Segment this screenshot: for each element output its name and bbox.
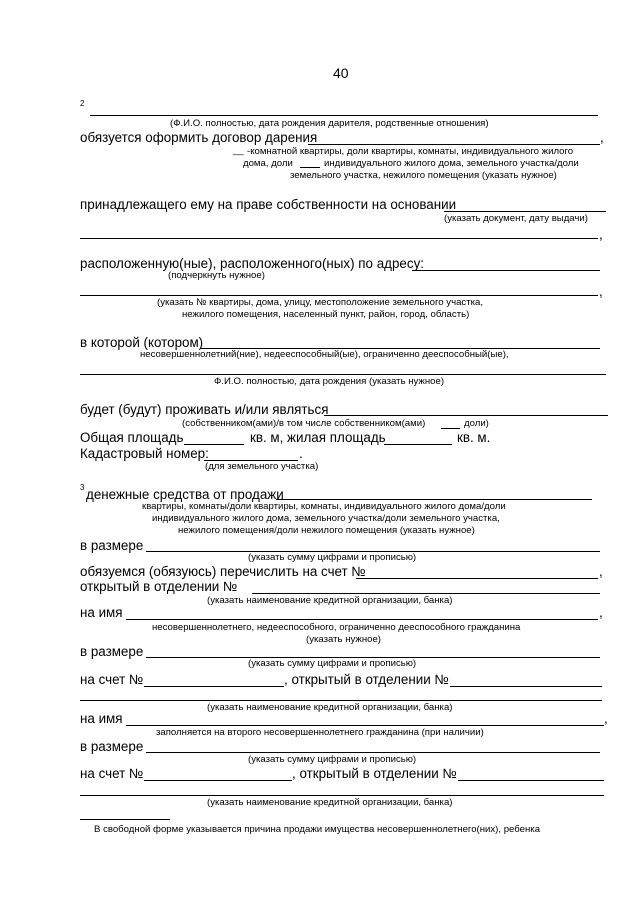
- amount-line-3[interactable]: [146, 752, 600, 753]
- comma-3: ,: [599, 564, 603, 579]
- will-live-text: будет (будут) проживать и/или являться: [80, 402, 329, 417]
- money-caption-1: квартиры, комнаты/доли квартиры, комнаты, индивидуального жилого дома/доли: [142, 501, 506, 512]
- owners-caption-a: (собственником(ами)/в том числе собственником(ами): [182, 418, 426, 429]
- footnote-mark-3: 3: [80, 483, 85, 492]
- amount-caption-1: (указать сумму цифрами и прописью): [248, 552, 417, 563]
- share-line[interactable]: [300, 167, 320, 168]
- cadastral-dot: .: [299, 446, 303, 461]
- footnote-text: В свободной форме указывается причина продажи имущества несовершеннолетнего(них), ребенка: [94, 824, 541, 835]
- bank-caption-1: (указать наименование кредитной организации, банка): [207, 595, 453, 606]
- obligation-text: обязуется оформить договор дарения: [80, 130, 318, 145]
- underline-caption: (подчеркнуть нужное): [168, 270, 265, 281]
- owners-caption-b: доли): [464, 418, 489, 429]
- bank-caption-3: (указать наименование кредитной организации, банка): [207, 797, 453, 808]
- obligation-line[interactable]: [308, 144, 600, 145]
- located-text: расположенную(ные), расположенного(ных) по адресу:: [80, 256, 424, 271]
- fio-caption: Ф.И.О. полностью, дата рождения (указать нужное): [214, 376, 445, 387]
- rooms-line-2a: дома, доли: [243, 158, 293, 169]
- name-line-1[interactable]: [126, 619, 598, 620]
- address-line[interactable]: [412, 270, 600, 271]
- will-live-line[interactable]: [324, 415, 608, 416]
- obligation-comma: ,: [600, 130, 604, 145]
- rooms-prefix: __: [233, 145, 244, 156]
- area-label: Общая площадь: [80, 430, 184, 445]
- name-label-1: на имя: [80, 605, 123, 620]
- minor-caption: несовершеннолетний(ние), недееспособный(ые), ограниченно дееспособный(ые),: [140, 349, 509, 360]
- ownership-text: принадлежащего ему на праве собственности на основании: [80, 197, 457, 212]
- footnote-separator: [80, 819, 170, 820]
- account-line-1[interactable]: [144, 686, 284, 687]
- amount-label-3: в размере: [80, 739, 144, 754]
- amount-caption-3: (указать сумму цифрами и прописью): [248, 754, 417, 765]
- comma-1: ,: [599, 227, 603, 242]
- amount-label-2: в размере: [80, 644, 144, 659]
- address-caption-1: (указать № квартиры, дома, улицу, местоположение земельного участка,: [157, 297, 484, 308]
- bank-line-1[interactable]: [80, 700, 602, 701]
- account-label-2: на счет №: [80, 766, 144, 781]
- transfer-account-line[interactable]: [356, 578, 598, 579]
- fio-line[interactable]: [80, 374, 606, 375]
- comma-4: ,: [599, 605, 603, 620]
- money-caption-2: индивидуального жилого дома, земельного участка/доли земельного участка,: [152, 513, 500, 524]
- rooms-line-1: -комнатной квартиры, доли квартиры, комнаты, индивидуального жилого: [247, 146, 574, 157]
- address-line-2[interactable]: [80, 295, 598, 296]
- owners-share-line[interactable]: [441, 428, 460, 429]
- citizen-caption-1: несовершеннолетнего, недееспособного, ограниченно дееспособного гражданина: [152, 622, 521, 633]
- transfer-text: обязуемся (обязуюсь) перечислить на счет №: [80, 564, 366, 579]
- address-caption-2: нежилого помещения, населенный пункт, район, город, область): [182, 309, 470, 320]
- name-line-2[interactable]: [126, 725, 604, 726]
- giver-caption: (Ф.И.О. полностью, дата рождения дарителя, родственные отношения): [170, 118, 489, 129]
- cadastral-caption: (для земельного участка): [205, 461, 319, 472]
- comma-2: ,: [599, 284, 603, 299]
- account-label-1: на счет №: [80, 672, 144, 687]
- money-caption-3: нежилого помещения/доли нежилого помещения (указать нужное): [178, 525, 475, 536]
- footnote-mark-2: 2: [80, 99, 85, 108]
- rooms-line-2b: индивидуального жилого дома, земельного участка/доли: [324, 158, 579, 169]
- page-number: 40: [333, 65, 349, 81]
- amount-label-1: в размере: [80, 538, 144, 553]
- comma-5: ,: [604, 711, 608, 726]
- branch-line-1[interactable]: [252, 593, 600, 594]
- second-caption: заполняется на второго несовершеннолетнего гражданина (при наличии): [156, 727, 484, 738]
- account-line-2[interactable]: [144, 780, 292, 781]
- money-text: денежные средства от продажи: [86, 487, 284, 502]
- citizen-caption-2: (указать нужное): [306, 634, 381, 645]
- ownership-caption: (указать документ, дату выдачи): [444, 213, 588, 224]
- account-branch-text-1: , открытый в отделении №: [284, 672, 449, 687]
- branch-text: открытый в отделении №: [80, 579, 238, 594]
- ownership-line-2[interactable]: [80, 238, 598, 239]
- rooms-line-3: земельного участка, нежилого помещения (указать нужное): [290, 170, 557, 181]
- bank-caption-2: (указать наименование кредитной организации, банка): [207, 702, 453, 713]
- total-area-line[interactable]: [184, 444, 244, 445]
- in-which-text: в которой (котором): [80, 335, 204, 350]
- amount-caption-2: (указать сумму цифрами и прописью): [248, 658, 417, 669]
- bank-line-2[interactable]: [80, 795, 604, 796]
- area-unit: кв. м, жилая площадь: [250, 430, 386, 445]
- giver-line[interactable]: [90, 115, 598, 116]
- name-label-2: на имя: [80, 711, 123, 726]
- ownership-line[interactable]: [444, 211, 606, 212]
- account-branch-text-2: , открытый в отделении №: [292, 766, 457, 781]
- cadastral-label: Кадастровый номер:: [80, 446, 209, 461]
- account-branch-line-1[interactable]: [450, 686, 602, 687]
- living-area-line[interactable]: [384, 444, 452, 445]
- money-line[interactable]: [276, 499, 592, 500]
- account-branch-line-2[interactable]: [458, 780, 604, 781]
- area-end: кв. м.: [457, 430, 491, 445]
